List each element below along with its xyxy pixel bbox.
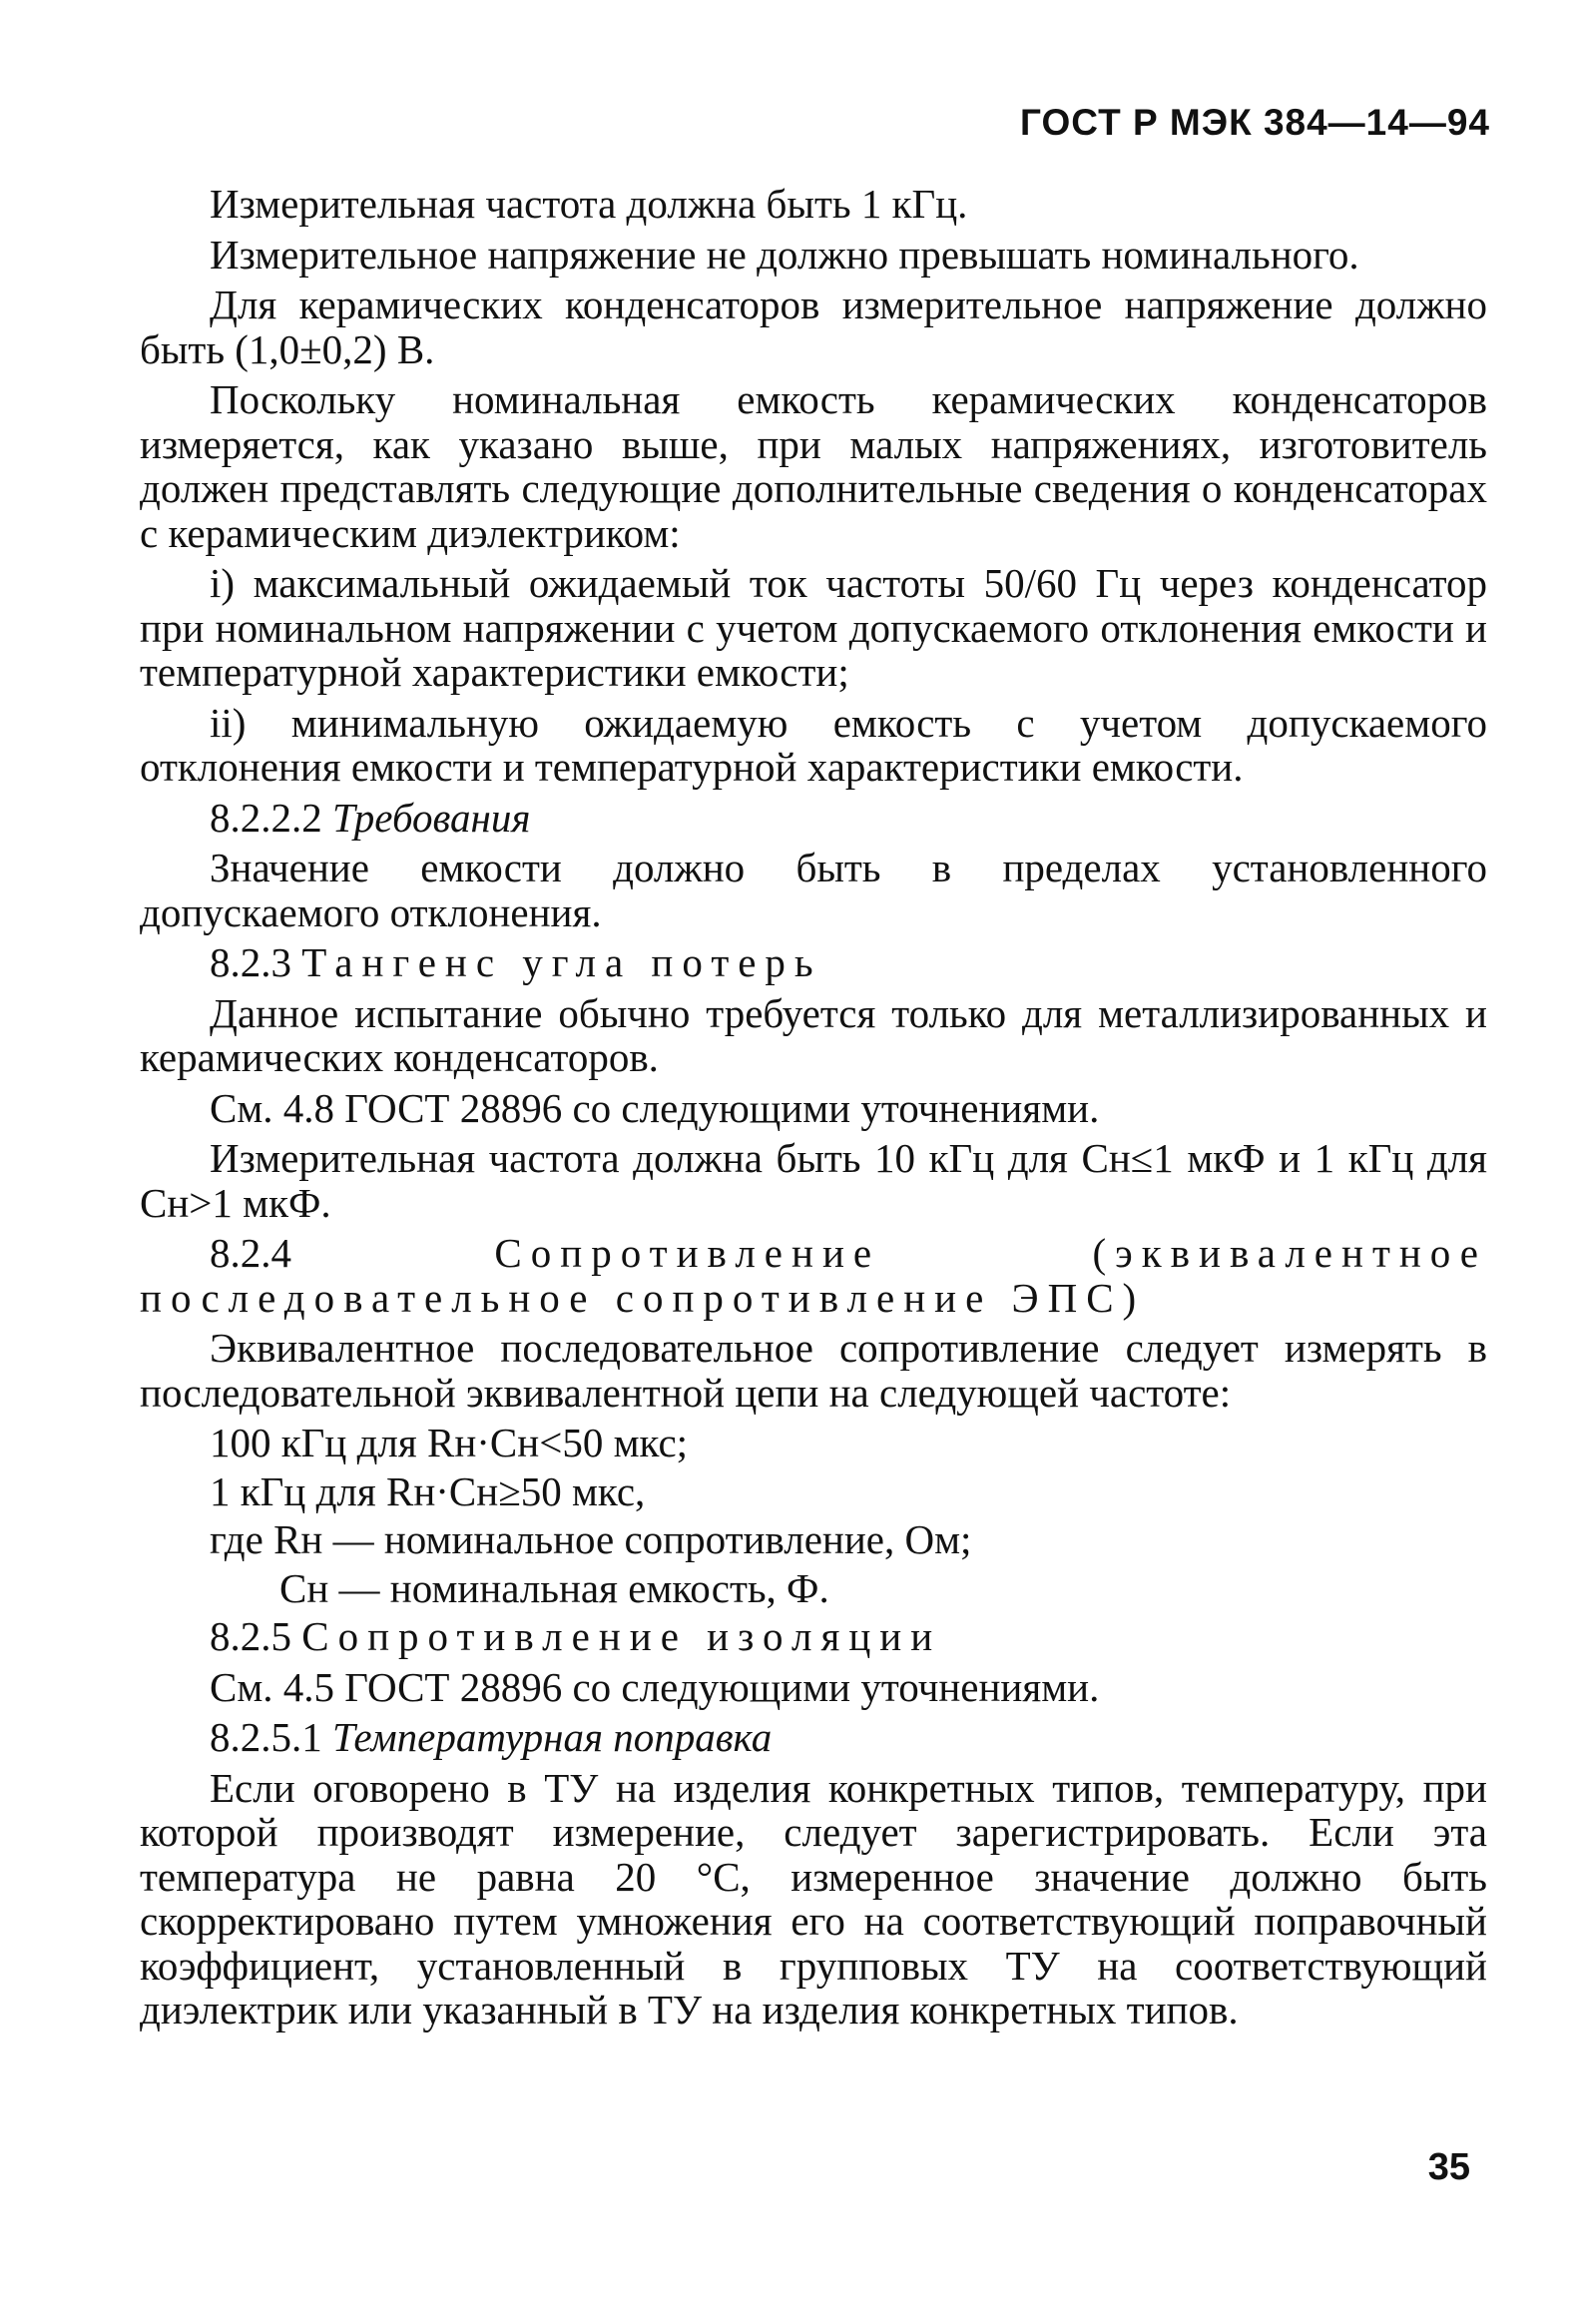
paragraph: Измерительная частота должна быть 10 кГц для Cн≤1 мкФ и 1 кГц для Cн>1 мкФ. — [140, 1135, 1487, 1226]
section-heading — [140, 796, 1487, 841]
section-title: Сопротивление (эквивалентное последовательное сопротивление ЭПС) — [140, 1230, 1488, 1321]
section-title: Сопротивление изоляции — [301, 1613, 942, 1659]
section-heading — [140, 940, 1487, 985]
section-title: Температурная поправка — [332, 1714, 773, 1760]
formula-line: 1 кГц для Rн·Cн≥50 мкс, — [210, 1467, 646, 1514]
section-heading — [140, 1231, 1487, 1320]
paragraph: Поскольку номинальная емкость керамических конденсаторов измеряется, как указано выше, при малых напряжениях, изготовитель должен представлять следующие дополнительные сведения о конденсаторах с керамическим диэлектриком: — [140, 376, 1487, 556]
list-item: i) максимальный ожидаемый ток частоты 50/60 Гц через конденсатор при номинальном напряжении с учетом допускаемого отклонения емкости и температурной характеристики емкости; — [140, 560, 1487, 695]
section-number: 8.2.5.1 — [210, 1714, 322, 1760]
section-title: Требования — [332, 794, 531, 841]
paragraph: Данное испытание обычно требуется только для металлизированных и керамических конденсаторов. — [140, 989, 1487, 1080]
paragraph: Если оговорено в ТУ на изделия конкретных типов, температуру, при которой производят измерение, следует зарегистрировать. Если эта температура не равна 20 °С, измеренное значение должно быть скорректировано путем умножения его на соответствующий поправочный коэффициент, установленный в групповых ТУ на соответствующий диэлектрик или указанный в ТУ на изделия конкретных типов. — [140, 1764, 1487, 2033]
paragraph: См. 4.8 ГОСТ 28896 со следующими уточнениями. — [210, 1084, 1100, 1131]
section-number: 8.2.4 — [210, 1230, 291, 1276]
section-number: 8.2.5 — [210, 1613, 291, 1659]
formula-line: где Rн — номинальное сопротивление, Ом; — [210, 1516, 972, 1562]
section-heading — [140, 1614, 1487, 1659]
section-number: 8.2.3 — [210, 939, 291, 985]
page-number: 35 — [1427, 2146, 1470, 2188]
formula-line: Cн — номинальная емкость, Ф. — [279, 1564, 829, 1611]
formula-line: 100 кГц для Rн·Cн<50 мкс; — [210, 1420, 689, 1465]
list-item: ii) минимальную ожидаемую емкость с учетом допускаемого отклонения емкости и температурной характеристики емкости. — [140, 699, 1487, 790]
document-number: ГОСТ Р МЭК 384—14—94 — [1020, 102, 1490, 143]
paragraph: Измерительная частота должна быть 1 кГц. — [210, 181, 968, 227]
section-heading — [140, 1715, 1487, 1760]
paragraph: См. 4.5 ГОСТ 28896 со следующими уточнениями. — [210, 1663, 1100, 1710]
body-text — [140, 182, 1487, 2038]
paragraph: Значение емкости должно быть в пределах установленного допускаемого отклонения. — [140, 845, 1487, 935]
paragraph: Для керамических конденсаторов измерительное напряжение должно быть (1,0±0,2) В. — [140, 282, 1487, 372]
section-number: 8.2.2.2 — [210, 794, 322, 841]
paragraph: Измерительное напряжение не должно превышать номинального. — [210, 231, 1359, 278]
paragraph: Эквивалентное последовательное сопротивление следует измерять в последовательной эквивалентной цепи на следующей частоте: — [140, 1325, 1487, 1416]
section-title: Тангенс угла потерь — [301, 939, 822, 985]
